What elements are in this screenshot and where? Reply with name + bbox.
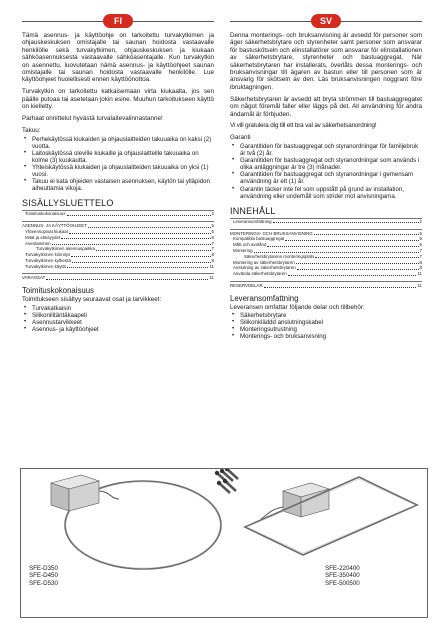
toc-entry-label: Kompatibla bastuaggregat (233, 236, 285, 242)
sv-toc-title: INNEHÅLL (230, 205, 276, 216)
delivery-item: • Silikonkläddd anslutningskabel (230, 319, 422, 326)
toc-entry-label: Leveransomfattning (233, 218, 272, 224)
toc-entry-page: 6 (419, 242, 422, 248)
sv-warranty-list (230, 143, 422, 200)
delivery-item: • Monterings- och bruksanvisning (230, 333, 422, 340)
toc-leader-dots (264, 287, 417, 288)
sv-language-badge (230, 14, 422, 28)
toc-divider (22, 273, 214, 274)
model-label: SFE-500500 (325, 579, 360, 587)
warranty-item: • Laitoskäytössä oleville kiukaille ja ohjauslaitteille takuuaika on kolme (3) kuukautta. (22, 150, 214, 164)
delivery-item: • Silikonilitäntäkaapeli (22, 312, 214, 319)
toc-entry-label: Montering av säkerhetsbrytaren (233, 259, 295, 265)
toc-entry-label: RESERVDELAR (230, 282, 263, 288)
toc-entry-page: 7 (419, 253, 422, 259)
fi-delivery-intro: Toimitukseen sisältyy seuraavat osat ja tarvikkeet: (22, 296, 162, 304)
model-label: SFE-350400 (325, 572, 360, 580)
toc-entry-page: 6 (211, 234, 214, 240)
toc-divider (22, 221, 214, 222)
warranty-item: • Garantitiden för bastuaggregat och styranordningar för familjebruk är två (2) år. (230, 143, 422, 157)
toc-entry-page: 7 (419, 247, 422, 253)
toc-leader-dots (296, 263, 419, 264)
toc-entry-page: 8 (419, 265, 422, 271)
square-models-list (325, 565, 360, 587)
toc-entry-label: Montering (233, 247, 253, 253)
toc-leader-dots (315, 257, 418, 258)
toc-entry-label: Yhteensopivat kiukaat (25, 228, 68, 234)
fi-language-label: FI (103, 14, 133, 28)
toc-leader-dots (46, 279, 208, 280)
mounting-screws (215, 469, 238, 493)
toc-leader-dots (288, 275, 417, 276)
sv-column (230, 14, 422, 342)
toc-entry-page: 8 (211, 252, 214, 258)
toc-entry-page: 5 (419, 230, 422, 236)
toc-divider (230, 229, 422, 230)
toc-leader-dots (96, 250, 211, 251)
toc-entry-page: 11 (417, 271, 422, 277)
toc-entry-page: 5 (211, 228, 214, 234)
fi-column (22, 14, 214, 335)
fi-language-badge (22, 14, 214, 28)
fi-purpose-paragraph: Turvakytkin on tarkoitettu katkaisemaan virta kiukaalta, jos sen päälle putoaa tai asetetaan jokin esine. Muuhun tarkoitukseen käyttö on kielletty. (22, 88, 214, 111)
toc-leader-dots (273, 222, 419, 223)
warranty-item: • Perhekäytössä kiukaiden ja ohjauslaitteiden takuuaika on kaksi (2) vuotta. (22, 136, 214, 150)
toc-leader-dots (52, 244, 211, 245)
sv-congrats: Vi vill gratulera dig till ett bra val av säkerhetsanordning! (230, 122, 377, 130)
toc-leader-dots (88, 227, 211, 228)
toc-leader-dots (72, 262, 211, 263)
round-models-list (29, 565, 58, 587)
sv-table-of-contents (230, 218, 422, 290)
model-label: SFE-D530 (29, 579, 58, 587)
toc-entry-label: Toimituskokonaisuus (25, 211, 66, 217)
fi-congrats: Parhaat onnittelut hyvästä turvalaitevalinnastanne! (22, 115, 163, 123)
delivery-item: • Turvakatkaisin (22, 305, 214, 312)
toc-entry-label: Turvakytkimen kiinnitys (25, 252, 71, 258)
toc-leader-dots (67, 215, 211, 216)
toc-entry-page: 5 (419, 236, 422, 242)
warranty-item: • Garantitiden för bastuaggregat och styranordningar i gemensam användning är ett (1) år. (230, 171, 422, 185)
toc-entry-label: VARAOSAT (22, 275, 46, 281)
warranty-item: • Yhteiskäytössä kiukaiden ja ohjauslaitteiden takuuaika on yksi (1) vuosi. (22, 164, 214, 178)
toc-entry-page: 7 (211, 240, 214, 246)
toc-entry-label: Mitat ja etäisyydet (25, 234, 61, 240)
toc-entry-page: 8 (419, 259, 422, 265)
toc-entry-page: 2 (419, 218, 422, 224)
toc-entry-label: Turvakytkimen käyttö (25, 263, 67, 269)
toc-entry-label: MONTERINGS- OCH BRUKSANVISNING (230, 230, 313, 236)
right-switch-box (261, 483, 329, 519)
toc-entry-page: 8 (211, 257, 214, 263)
toc-entry-page: 7 (211, 246, 214, 252)
sv-purpose-paragraph: Säkerhetsbrytaren är avsedd att bryta strömmen till bastuaggregatet om något föremål faller eller läggs på det. All användning för andra ändamål är förbjuden. (230, 95, 422, 118)
toc-entry-page: 11 (209, 275, 214, 281)
fi-intro-paragraph: Tämä asennus- ja käyttöohje on tarkoitettu turvakytkimen ja ohjauskeskuksen omistajalle tai saunan hoidosta vastaavalle henkilölle sekä turvakytkimen, ohjauskeskuksen ja kiukaan sähköasennuksesta vastaavalle sähköasentajalle. Kun turvakytkin on asennettu, luovutetaan nämä asennus- ja käyttöohjeet saunan omistajalle tai saunan hoidosta vastaavalle henkilölle. Lue käyttöohjeet huolellisesti ennen käyttöönottoa. (22, 32, 214, 84)
sv-intro-paragraph: Denna monterings- och bruksanvisning är avsedd för personer som äger säkerhetsbrytare och styrenheter samt personer som ansvarar för bastuskötseln och elinstallatörer som ansvarar för elinstallationen av säkerhetsbrytare, styrenheter och bastuaggregat. När säkerhetsbrytaren har installerats, överlåts dessa monterings- och bruksanvisningar till ägaren av bastun eller till personen som är ansvarig för skötseln av den. Läs bruksanvisningen noggrant före ibruktagningen. (230, 32, 422, 91)
toc-entry-label: Mått och avstånd (233, 242, 267, 248)
toc-entry-label: Asentaminen (25, 240, 51, 246)
toc-leader-dots (254, 252, 419, 253)
toc-leader-dots (69, 233, 211, 234)
toc-entry-label: Säkerhetsbrytarens monteringsplats (244, 253, 315, 259)
left-switch-box (51, 475, 119, 511)
toc-leader-dots (61, 238, 210, 239)
delivery-item: • Säkerhetsbrytare (230, 312, 422, 319)
toc-entry-page: 11 (209, 263, 214, 269)
warranty-item: • Garantin täcker inte fel som uppstått på grund av installation, användning eller underhåll som strider mot anvisningarna. (230, 186, 422, 200)
toc-leader-dots (314, 234, 419, 235)
fi-delivery-title: Toimituskokonaisuus (22, 286, 94, 296)
fi-warranty-list (22, 136, 214, 193)
sv-delivery-title: Leveransomfattning (230, 293, 299, 303)
sv-delivery-list (230, 312, 422, 340)
toc-entry-page: 11 (417, 282, 422, 288)
sv-language-label: SV (311, 14, 341, 28)
toc-entry-label: Turvakytkimen kytkentä (25, 257, 71, 263)
sv-delivery-intro: Leveransen omfattar följande delar och tillbehör: (230, 303, 365, 311)
toc-entry-label: Turvakytkimen asennuspaikka (36, 246, 95, 252)
toc-leader-dots (267, 246, 418, 247)
delivery-item: • Asennustarvikkeet (22, 319, 214, 326)
toc-entry-label: ASENNUS- JA KÄYTTÖOHJEET (22, 223, 87, 229)
toc-leader-dots (71, 256, 210, 257)
safety-switch-drawing (21, 469, 427, 617)
delivery-item: • Asennus- ja käyttöohjeet (22, 326, 214, 333)
square-sensor-frame (245, 477, 417, 555)
model-label: SFE-220400 (325, 565, 360, 572)
delivery-item: • Monteringsutrustning (230, 326, 422, 333)
fi-toc-title: SISÄLLYSLUETTELO (22, 198, 114, 209)
toc-entry-label: Anslutning av säkerhetsbrytaren (233, 265, 296, 271)
toc-entry-page: 2 (211, 211, 214, 217)
toc-divider (230, 281, 422, 282)
toc-leader-dots (67, 267, 208, 268)
toc-entry-page: 5 (211, 223, 214, 229)
product-illustration (20, 468, 428, 618)
model-label: SFE-D350 (29, 565, 58, 572)
warranty-item: • Takuu ei kata ohjeiden vastaisen asennuksen, käytön tai ylläpidon aiheuttamia vikoja. (22, 178, 214, 192)
toc-leader-dots (285, 240, 418, 241)
model-label: SFE-D450 (29, 572, 58, 580)
toc-leader-dots (297, 269, 419, 270)
sv-warranty-title: Garanti (230, 134, 251, 142)
fi-delivery-list (22, 305, 214, 333)
fi-warranty-title: Takuu: (22, 126, 41, 134)
fi-table-of-contents (22, 210, 214, 282)
warranty-item: • Garantitiden för bastuaggregat och styranordningar som används i olika anläggningar är tre (3) månader. (230, 157, 422, 171)
toc-entry-label: Använda säkerhetsbrytaren (233, 271, 287, 277)
